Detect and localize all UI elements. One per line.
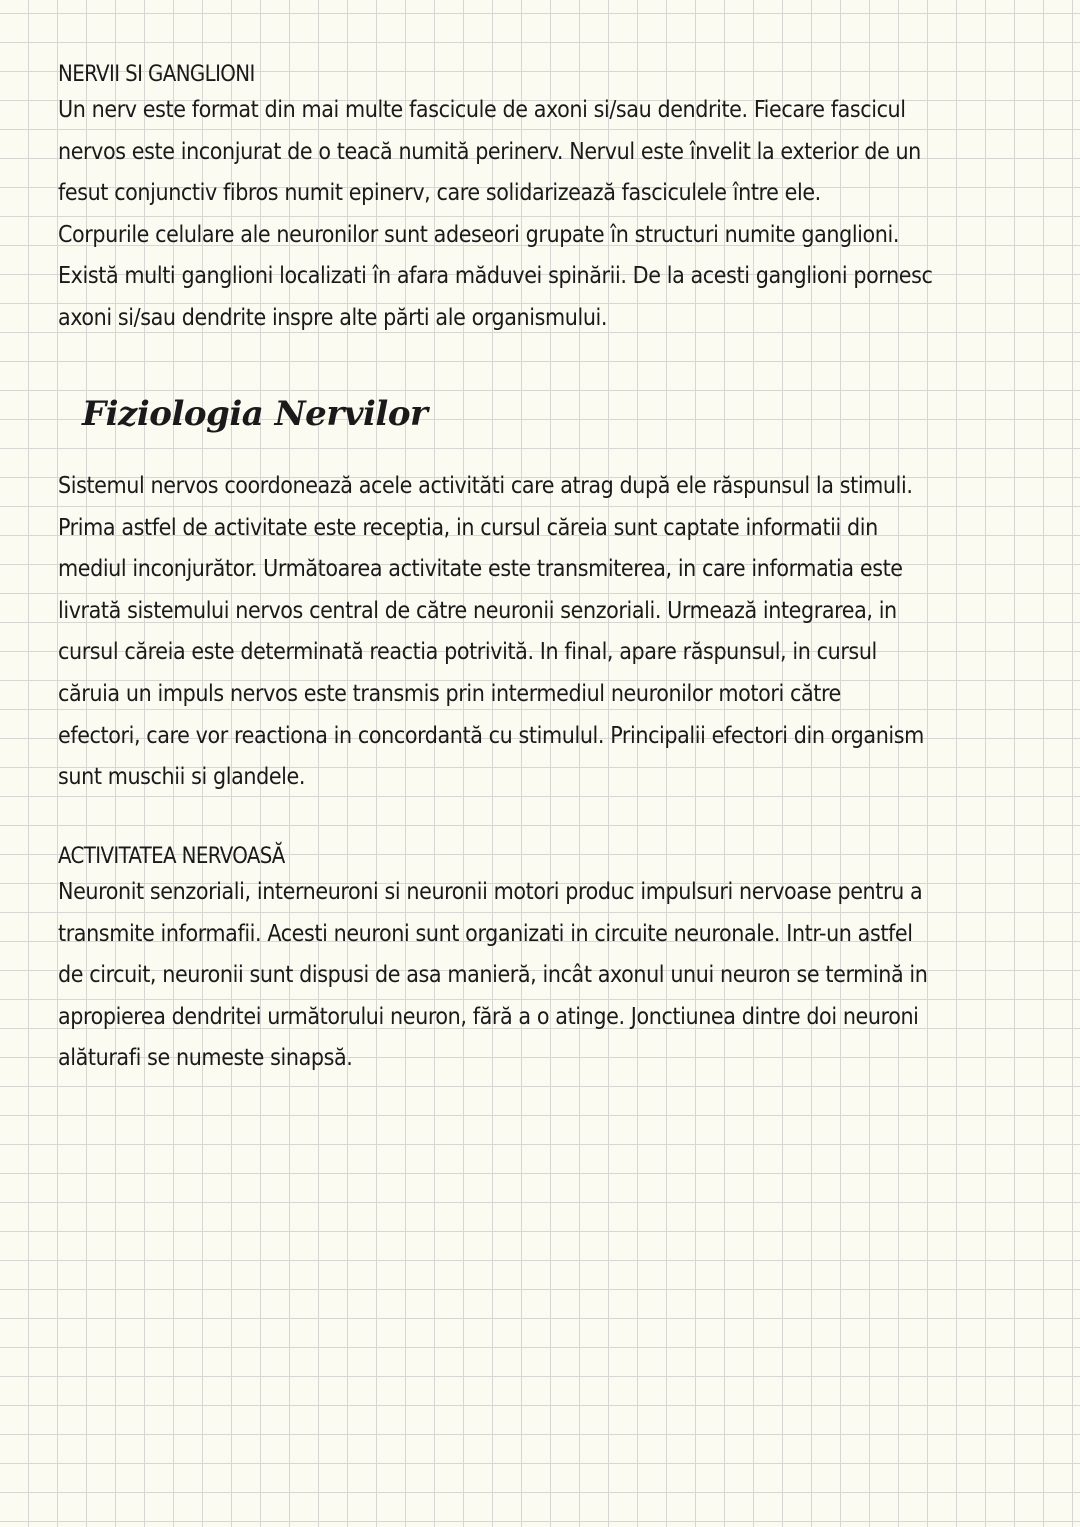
section-heading: ACTIVITATEA NERVOASĂ bbox=[58, 844, 285, 869]
text-line: efectori, care vor reactiona in concordantă cu stimulul. Principalii efectori din organism bbox=[58, 722, 924, 749]
section-activitatea-nervoasa bbox=[58, 842, 1058, 1080]
section-heading: NERVII SI GANGLIONI bbox=[58, 62, 255, 87]
text-line: căruia un impuls nervos este transmis prin intermediul neuronilor motori către bbox=[58, 680, 841, 707]
text-line: Există multi ganglioni localizati în afara măduvei spinării. De la acesti ganglioni pornesc bbox=[58, 263, 933, 290]
text-line: nervos este inconjurat de o teacă numită perinerv. Nervul este învelit la exterior de un bbox=[58, 138, 921, 165]
text-line: livrată sistemului nervos central de către neuronii senzoriali. Urmează integrarea, in bbox=[58, 597, 897, 624]
page-title: Fiziologia Nervilor bbox=[82, 394, 428, 434]
text-line: mediul inconjurător. Următoarea activitate este transmiterea, in care informatia este bbox=[58, 556, 903, 583]
text-line: cursul căreia este determinată reactia potrivită. In final, apare răspunsul, in cursul bbox=[58, 639, 877, 666]
paragraph bbox=[58, 466, 1058, 799]
text-line: fesut conjunctiv fibros numit epinerv, care solidarizează fasciculele între ele. bbox=[58, 180, 821, 207]
text-line: Corpurile celulare ale neuronilor sunt adeseori grupate în structuri numite ganglioni. bbox=[58, 221, 900, 248]
text-line: axoni si/sau dendrite inspre alte părti ale organismului. bbox=[58, 304, 608, 331]
section-nervi-si-ganglioni bbox=[58, 60, 1058, 340]
section-fiziologia bbox=[58, 466, 1058, 799]
text-line: de circuit, neuronii sunt dispusi de asa manieră, incât axonul unui neuron se termină in bbox=[58, 962, 928, 989]
text-line: Neuronit senzoriali, interneuroni si neuronii motori produc impulsuri nervoase pentru a bbox=[58, 879, 923, 905]
paragraph bbox=[58, 90, 1058, 340]
paragraph bbox=[58, 872, 1058, 1080]
text-line: alăturafi se numeste sinapsă. bbox=[58, 1045, 353, 1072]
text-line: Un nerv este format din mai multe fascicule de axoni si/sau dendrite. Fiecare fascicul bbox=[58, 97, 906, 123]
text-line: transmite informafii. Acesti neuroni sunt organizati in circuite neuronale. Intr-un astfel bbox=[58, 920, 913, 947]
text-line: Sistemul nervos coordonează acele activităti care atrag după ele răspunsul la stimuli. bbox=[58, 473, 913, 499]
text-line: Prima astfel de activitate este receptia, in cursul căreia sunt captate informatii din bbox=[58, 514, 878, 541]
text-line: sunt muschii si glandele. bbox=[58, 764, 306, 791]
text-line: apropierea dendritei următorului neuron, fără a o atinge. Jonctiunea dintre doi neuroni bbox=[58, 1003, 919, 1030]
